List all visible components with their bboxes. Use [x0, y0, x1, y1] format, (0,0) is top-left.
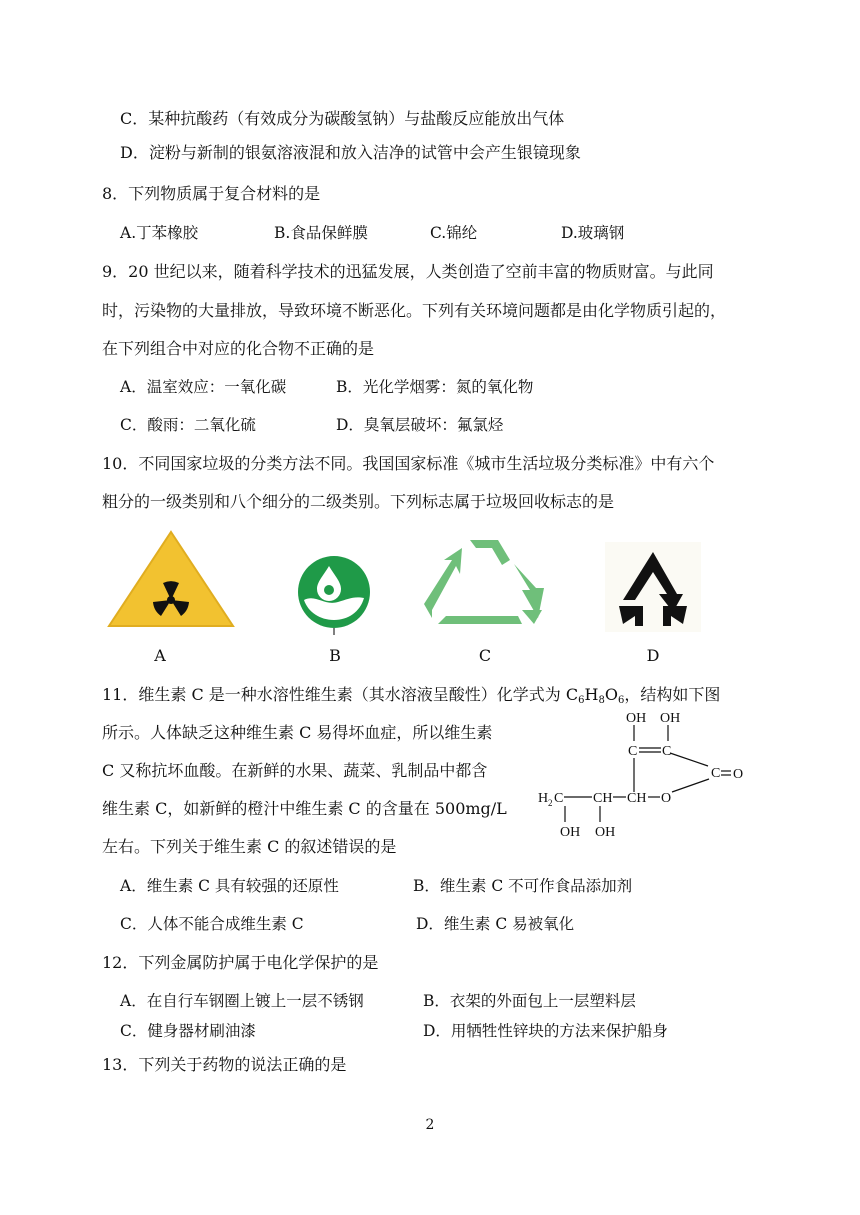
q10-line-2: 粗分的一级类别和八个细分的二级类别。下列标志属于垃圾回收标志的是 — [102, 492, 615, 511]
q10-label-d: D — [646, 646, 660, 665]
q9-line-1: 9．20 世纪以来，随着科学技术的迅猛发展，人类创造了空前丰富的物质财富。与此同 — [102, 262, 714, 281]
svg-text:O: O — [733, 767, 744, 782]
q7-option-c: C．某种抗酸药（有效成分为碳酸氢钠）与盐酸反应能放出气体 — [120, 109, 565, 128]
q12-option-a: A．在自行车钢圈上镀上一层不锈钢 — [120, 992, 364, 1010]
svg-text:OH: OH — [626, 711, 647, 726]
q11-line-5: 左右。下列关于维生素 C 的叙述错误的是 — [102, 837, 397, 856]
q9-option-b: B．光化学烟雾：氮的氧化物 — [336, 378, 534, 396]
q9-option-c: C．酸雨：二氧化硫 — [120, 416, 256, 434]
q11-option-d: D．维生素 C 易被氧化 — [416, 915, 575, 933]
q11-line-3: C 又称抗坏血酸。在新鲜的水果、蔬菜、乳制品中都含 — [102, 761, 488, 780]
q12-option-d: D．用牺牲性锌块的方法来保护船身 — [423, 1022, 668, 1040]
svg-text:OH: OH — [660, 711, 681, 726]
svg-text:C: C — [554, 791, 564, 806]
q9-option-d: D．臭氧层破坏：氟氯烃 — [336, 416, 504, 434]
q11-option-b: B．维生素 C 不可作食品添加剂 — [413, 877, 633, 895]
q8-option-d: D.玻璃钢 — [561, 224, 625, 242]
water-saving-icon — [296, 554, 372, 640]
q9-line-2: 时，污染物的大量排放，导致环境不断恶化。下列有关环境问题都是由化学物质引起的， — [102, 301, 727, 320]
q12-option-c: C．健身器材刷油漆 — [120, 1022, 256, 1040]
q10-label-c: C — [478, 646, 492, 665]
q7-option-d: D．淀粉与新制的银氨溶液混和放入洁净的试管中会产生银镜现象 — [120, 143, 581, 162]
svg-text:2: 2 — [548, 798, 553, 808]
q13-stem: 13．下列关于药物的说法正确的是 — [102, 1055, 347, 1074]
svg-text:OH: OH — [560, 825, 581, 840]
q11-line-1: 11．维生素 C 是一种水溶性维生素（其水溶液呈酸性）化学式为 $C_6H_8O_6$，结构如下图 — [102, 685, 721, 706]
recycling-arrows-icon — [418, 530, 550, 634]
q10-label-a: A — [154, 646, 166, 665]
q8-stem: 8．下列物质属于复合材料的是 — [102, 184, 321, 203]
svg-text:CH: CH — [627, 791, 647, 806]
q9-option-a: A．温室效应：一氧化碳 — [120, 378, 287, 396]
q11-option-c: C．人体不能合成维生素 C — [120, 915, 304, 933]
svg-text:H: H — [538, 791, 549, 806]
recycle-symbol-icon — [605, 542, 701, 636]
q11-line-2: 所示。人体缺乏这种维生素 C 易得坏血症，所以维生素 — [102, 723, 493, 742]
svg-text:O: O — [661, 791, 672, 806]
vitamin-c-structure — [538, 708, 748, 847]
q12-stem: 12．下列金属防护属于电化学保护的是 — [102, 953, 379, 972]
svg-text:OH: OH — [595, 825, 616, 840]
q12-option-b: B．衣架的外面包上一层塑料层 — [423, 992, 636, 1010]
radiation-warning-icon — [105, 528, 237, 634]
q11-line-4: 维生素 C，如新鲜的橙汁中维生素 C 的含量在 500mg/L — [102, 799, 507, 818]
q11-option-a: A．维生素 C 具有较强的还原性 — [120, 877, 339, 895]
svg-text:C: C — [662, 744, 672, 759]
svg-text:CH: CH — [593, 791, 613, 806]
q10-label-b: B — [329, 646, 341, 665]
svg-text:C: C — [628, 744, 638, 759]
q9-line-3: 在下列组合中对应的化合物不正确的是 — [102, 339, 375, 358]
svg-text:C: C — [711, 766, 721, 781]
page-number: 2 — [425, 1117, 435, 1133]
q8-option-a: A.丁苯橡胶 — [120, 224, 199, 242]
q8-option-c: C.锦纶 — [430, 224, 478, 242]
q8-option-b: B.食品保鲜膜 — [274, 224, 368, 242]
q10-line-1: 10．不同国家垃圾的分类方法不同。我国国家标准《城市生活垃圾分类标准》中有六个 — [102, 454, 715, 473]
